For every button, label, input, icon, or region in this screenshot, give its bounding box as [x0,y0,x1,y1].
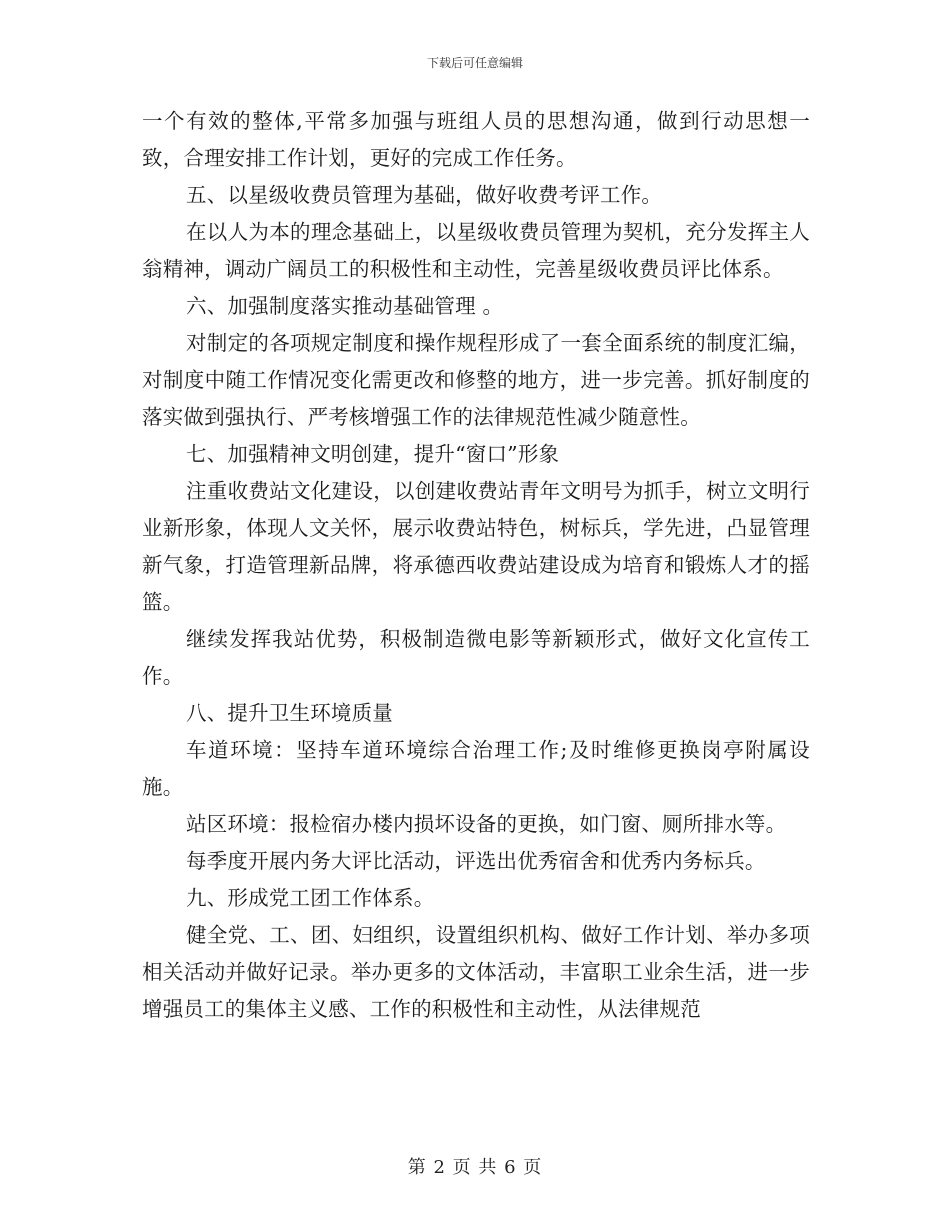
paragraph-8: 每季度开展内务大评比活动，评选出优秀宿舍和优秀内务标兵。 [186,849,766,873]
section-heading-8: 八、提升卫生环境质量 [186,701,393,725]
section-heading-5: 五、以星级收费员管理为基础，做好收费考评工作。 [186,183,663,207]
section-heading-9: 九、形成党工团工作体系。 [186,886,435,910]
section-heading-7: 七、加强精神文明创建，提升“窗口”形象 [186,442,560,466]
paragraph-1: 一个有效的整体,平常多加强与班组人员的思想沟通，做到行动思想一致，合理安排工作计划，更好的完成工作任务。 [142,109,810,170]
page-header: 下载后可任意编辑 [426,56,523,70]
paragraph-7: 站区环境：报检宿办楼内损坏设备的更换，如门窗、厕所排水等。 [186,812,787,836]
paragraph-5: 继续发挥我站优势，积极制造微电影等新颖形式，做好文化宣传工作。 [142,627,810,688]
paragraph-2: 在以人为本的理念基础上，以星级收费员管理为契机，充分发挥主人翁精神，调动广阔员工的积极性和主动性，完善星级收费员评比体系。 [142,220,810,281]
paragraph-6: 车道环境：坚持车道环境综合治理工作;及时维修更换岗亭附属设施。 [142,738,810,799]
document-body [142,103,810,1028]
paragraph-3: 对制定的各项规定制度和操作规程形成了一套全面系统的制度汇编，对制度中随工作情况变化需更改和修整的地方，进一步完善。抓好制度的落实做到强执行、严考核增强工作的法律规范性减少随意性。 [142,331,810,429]
paragraph-9: 健全党、工、团、妇组织，设置组织机构、做好工作计划、举办多项相关活动并做好记录。举办更多的文体活动，丰富职工业余生活，进一步增强员工的集体主义感、工作的积极性和主动性，从法律规范 [142,923,810,1021]
section-heading-6: 六、加强制度落实推动基础管理 。 [186,294,504,318]
paragraph-4: 注重收费站文化建设，以创建收费站青年文明号为抓手，树立文明行业新形象，体现人文关怀，展示收费站特色，树标兵，学先进，凸显管理新气象，打造管理新品牌，将承德西收费站建设成为培育和锻炼人才的摇篮。 [142,479,810,614]
page-number-footer: 第 2 页 共 6 页 [407,1157,543,1178]
